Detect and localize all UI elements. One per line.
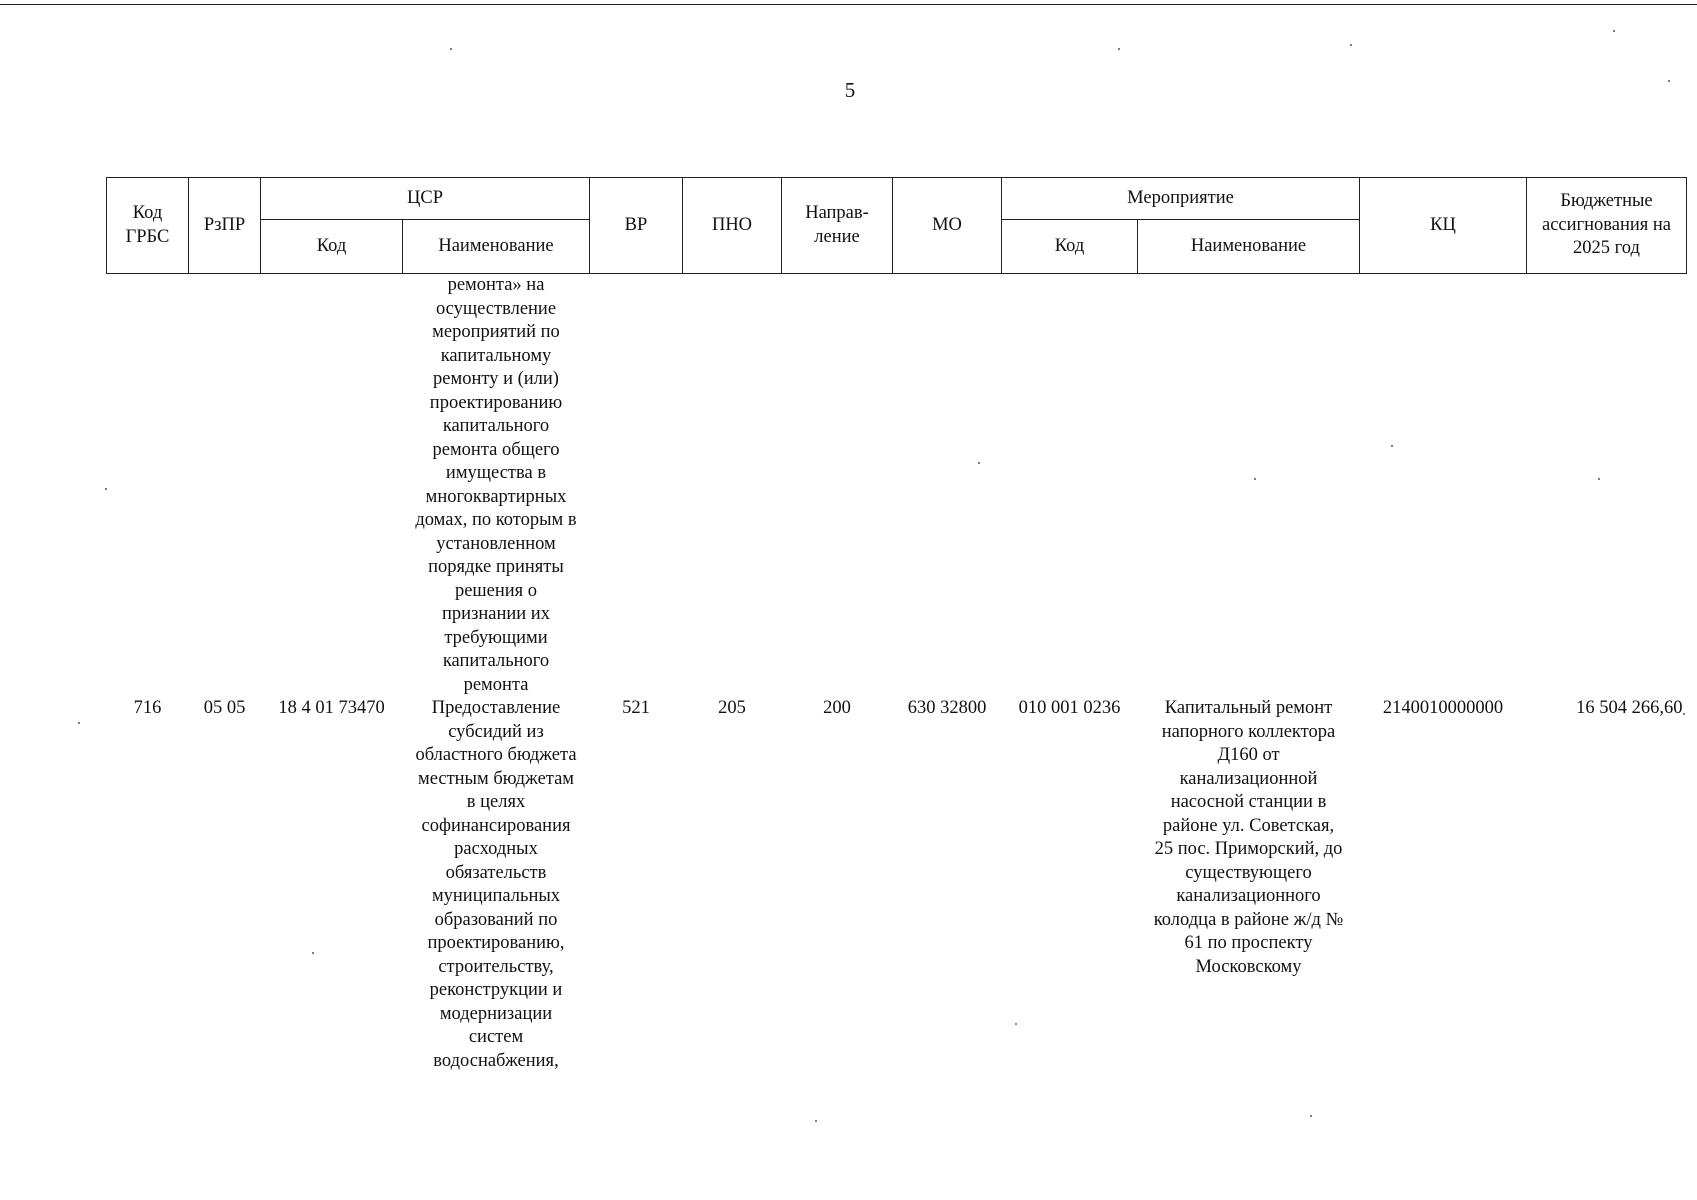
table-row [107,697,1687,1073]
cell-direction: 200 [823,698,851,718]
continuation-row [107,274,1687,698]
continuation-csr-name [403,274,590,698]
header-event-kod: Код [1002,220,1138,274]
header-rzpr: РзПР [189,178,261,274]
scan-speck [1350,44,1352,46]
scan-speck [1668,80,1670,82]
header-event: Мероприятие [1002,178,1360,220]
scan-speck [1391,445,1393,447]
scan-speck [450,48,452,50]
scan-speck [1015,1023,1017,1025]
cell-event-name [1138,697,1360,1073]
scan-speck [1310,1115,1312,1117]
page-number: 5 [844,78,856,102]
scan-speck [312,952,314,954]
header-direction: Направ-ление [782,178,893,274]
header-csr-name: Наименование [403,220,590,274]
cell-csr-name [403,697,590,1073]
budget-table [106,177,1687,1073]
cell-rzpr: 05 05 [203,698,246,718]
scan-speck [815,1120,817,1122]
top-rule [0,4,1697,5]
budget-table-wrap [106,177,1687,1073]
header-event-name: Наименование [1138,220,1360,274]
header-mo: МО [893,178,1002,274]
header-allocations: Бюджетные ассигнования на 2025 год [1527,178,1687,274]
header-csr-kod: Код [261,220,403,274]
cell-kc: 2140010000000 [1382,698,1504,718]
cell-csr-kod: 18 4 01 73470 [278,698,385,718]
cell-pno: 205 [718,698,746,718]
continuation-csr-name-text: ремонта» на осуществление мероприятий по капитальному ремонту и (или) проектированию капитального ремонта общего имущества в многоквартирных домах, по которым в установленном порядке приняты решения о признании их требующими капитального ремонта [415,275,577,695]
cell-mo: 630 32800 [907,698,987,718]
scan-speck [1683,713,1685,715]
scan-speck [1118,48,1120,50]
cell-vr: 521 [622,698,650,718]
scan-speck [1254,478,1256,480]
header-csr: ЦСР [261,178,590,220]
scan-speck [1598,478,1600,480]
scan-speck [978,462,980,464]
cell-csr-name-text: Предоставление субсидий из областного бюджета местным бюджетам в целях софинансирования расходных обязательств муниципальных образований по проектированию, строительству, реконструкции и модернизации систем водоснабжения, [415,698,577,1071]
header-pno: ПНО [683,178,782,274]
scan-speck [1613,30,1615,32]
cell-kod-grbs: 716 [133,698,162,718]
header-vr: ВР [590,178,683,274]
cell-allocation: 16 504 266,60 [1576,698,1683,718]
header-kod-grbs: Код ГРБС [107,178,189,274]
header-kc: КЦ [1360,178,1527,274]
cell-event-kod: 010 001 0236 [1018,698,1121,718]
cell-event-name-text: Капитальный ремонт напорного коллектора Д160 от канализационной насосной станции в районе ул. Советская, 25 пос. Приморский, до существующего канализационного колодца в районе ж/д № 61 по проспекту Московскому [1153,698,1344,977]
scan-speck [78,722,80,724]
scan-speck [105,488,107,490]
